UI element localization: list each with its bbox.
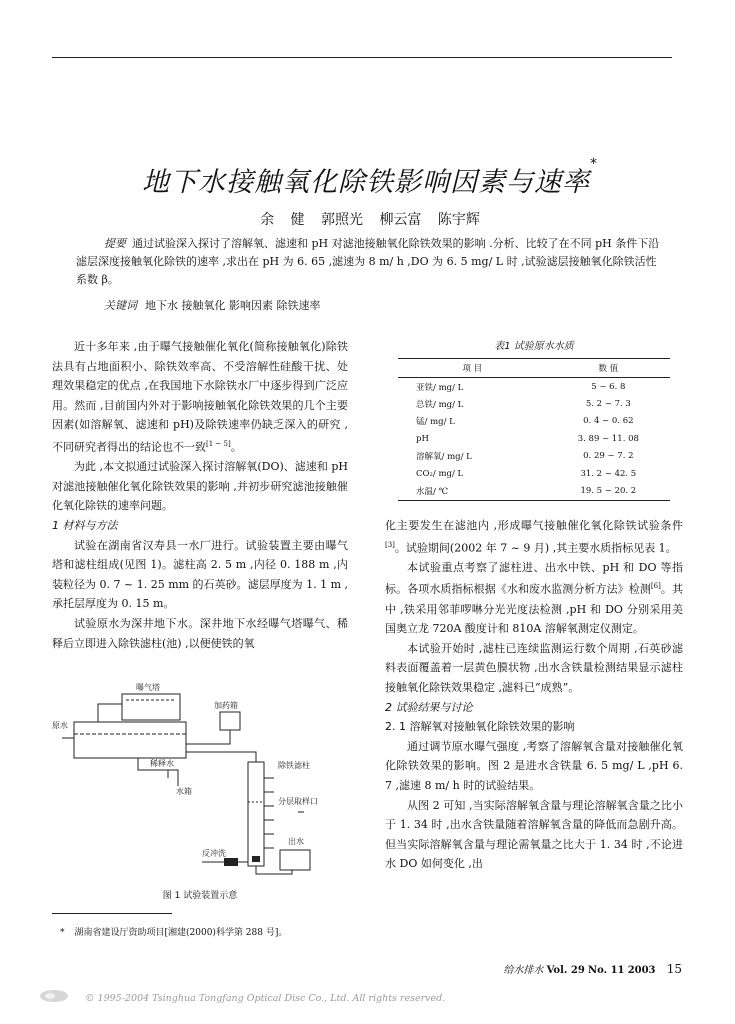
table-cell-item: 溶解氧/ mg/ L bbox=[416, 452, 472, 463]
authors: 余 健 郭照光 柳云富 陈宇辉 bbox=[260, 212, 480, 228]
paragraph-mature-filter: 本试验开始时 ,滤柱已连续监测运行数个周期 ,石英砂滤料表面覆盖着一层黄色膜状物 ,出水含铁量检测结果显示滤柱接触氧化除铁效果稳定 ,滤料已“成熟”。 bbox=[385, 641, 683, 695]
table-header-item: 项 目 bbox=[398, 359, 547, 378]
abstract-label: 提要 bbox=[104, 237, 126, 250]
copyright-notice: © 1995-2004 Tsinghua Tongfang Optical Disc Co., Ltd. All rights reserved. bbox=[85, 993, 446, 1004]
section-heading-2-text: 2 试验结果与讨论 bbox=[385, 700, 473, 714]
paragraph-conditions-end: 。试验期间(2002 年 7 ~ 9 月) ,其主要水质指标见表 1。 bbox=[394, 541, 677, 555]
water-tank-shape bbox=[74, 722, 186, 758]
table-cell-value: 31. 2 ~ 42. 5 bbox=[580, 468, 637, 479]
table-cell-item: CO₂/ mg/ L bbox=[416, 468, 464, 479]
section-heading-2-1: 2. 1 溶解氧对接触氧化除铁效果的影响 bbox=[385, 720, 575, 734]
figure-1-apparatus bbox=[52, 682, 352, 882]
label-sampling-port: 分层取样口 bbox=[278, 797, 318, 806]
backwash-pump bbox=[224, 858, 238, 866]
label-water-tank: 水箱 bbox=[176, 787, 192, 796]
publisher-logo-icon bbox=[38, 988, 70, 1004]
valve-mark bbox=[252, 856, 260, 862]
table-header-value: 数 值 bbox=[547, 359, 670, 378]
paragraph-conditions-text: 化主要发生在滤池内 ,形成曝气接触催化氧化除铁试验条件 bbox=[385, 519, 683, 532]
label-iron-column: 除铁滤柱 bbox=[278, 761, 310, 770]
table-1 bbox=[398, 358, 670, 501]
table-cell-item: 锰/ mg/ L bbox=[416, 417, 455, 428]
journal-volume: Vol. 29 bbox=[546, 965, 585, 976]
table-row bbox=[398, 413, 670, 430]
outlet-tank-shape bbox=[280, 850, 310, 870]
label-dilution-water: 稀释水 bbox=[150, 759, 174, 768]
left-column bbox=[52, 337, 348, 653]
table-row bbox=[398, 430, 670, 447]
journal-name: 给水排水 bbox=[503, 965, 544, 976]
paragraph-do-effect: 通过调节原水曝气强度 ,考察了溶解氧含量对接触催化氧化除铁效果的影响。图 2 是进水含铁量 6. 5 mg/ L ,pH 6. 7 ,滤速 8 m/ h 时的试验结果。 bbox=[385, 739, 683, 793]
table-cell-item: pH bbox=[416, 433, 429, 444]
paragraph-indicators-end: 。其中 ,铁采用邻菲啰啉分光光度法检测 ,pH 和 DO 分别采用美国奥立龙 720A 酸度计和 810A 溶解氧测定仪测定。 bbox=[385, 583, 684, 636]
journal-footer bbox=[470, 961, 682, 976]
iron-column-shape bbox=[248, 762, 264, 866]
table-row bbox=[398, 395, 670, 412]
dosing-box-shape bbox=[220, 712, 240, 730]
title-text: 地下水接触氧化除铁影响因素与速率 bbox=[142, 167, 590, 198]
paragraph-intro-end: 。 bbox=[230, 440, 242, 454]
footnote-mark: * bbox=[60, 928, 65, 938]
paragraph-intro bbox=[52, 337, 348, 457]
table-row bbox=[398, 448, 670, 465]
table-cell-value: 5 ~ 6. 8 bbox=[591, 381, 626, 392]
abstract-text: 通过试验深入探讨了溶解氧、滤速和 pH 对滤池接触氧化除铁效果的影响 .分析、比较了在不同 pH 条件下沿滤层深度接触氧化除铁的速率 ,求出在 pH 为 6. 65 ,滤速为 8 m/ h ,DO 为 6. 5 mg/ L 时 ,试验滤层接触氧化除铁活性系数 β。 bbox=[76, 237, 660, 286]
paragraph-conditions bbox=[385, 516, 683, 558]
table-cell-value: 3. 89 ~ 11. 08 bbox=[577, 433, 639, 444]
citation-1-5: [1 ~ 5] bbox=[206, 439, 231, 448]
figure-1-caption: 图 1 试验装置示意 bbox=[162, 891, 238, 901]
table-cell-value: 0. 29 ~ 7. 2 bbox=[583, 451, 634, 462]
table-cell-item: 亚铁/ mg/ L bbox=[416, 382, 464, 393]
paragraph-indicators bbox=[385, 558, 683, 639]
paper-title bbox=[60, 156, 680, 199]
section-heading-1-text: 1 材料与方法 bbox=[52, 519, 118, 532]
table-cell-item: 水温/ ℃ bbox=[398, 482, 547, 500]
page-number: 15 bbox=[666, 962, 682, 976]
keywords-label: 关键词 bbox=[104, 299, 137, 312]
table-header-row bbox=[398, 359, 670, 378]
header-rule bbox=[52, 57, 672, 58]
section-heading-2 bbox=[385, 698, 683, 718]
table-cell-value: 5. 2 ~ 7. 3 bbox=[585, 399, 631, 410]
citation-6: [6] bbox=[650, 582, 661, 591]
citation-3: [3] bbox=[385, 540, 395, 549]
table-1-caption: 表1 试验原水水质 bbox=[494, 341, 574, 352]
keywords bbox=[104, 297, 664, 313]
aeration-tower-shape bbox=[122, 694, 180, 720]
paragraph-purpose: 为此 ,本文拟通过试验深入探讨溶解氧(DO)、滤速和 pH 对滤池接触催化氧化除铁效果的影响 ,并初步研究滤池接触催化氧化除铁的速率问题。 bbox=[52, 460, 348, 513]
section-heading-1 bbox=[52, 516, 348, 536]
table-row bbox=[398, 482, 670, 500]
abstract bbox=[76, 235, 662, 289]
table-cell-item: 总铁/ mg/ L bbox=[416, 400, 464, 411]
paragraph-raw-water: 试验原水为深井地下水。深井地下水经曝气塔曝气、稀释后立即进入除铁滤柱(池) ,以便使铁的氧 bbox=[52, 616, 348, 650]
title-footnote-mark: * bbox=[590, 156, 598, 172]
label-outlet: 出水 bbox=[288, 837, 304, 846]
right-column bbox=[385, 516, 683, 874]
label-raw-water: 原水 bbox=[52, 721, 68, 730]
label-backwash: 反冲洗 bbox=[202, 849, 226, 858]
paragraph-intro-text: 近十多年来 ,由于曝气接触催化氧化(简称接触氧化)除铁法具有占地面积小、除铁效率高、不受溶解性硅酸干扰、处理效果稳定的优点 ,在我国地下水除铁水厂中逐步得到广泛应用。然而 ,目前国内外对于影响接触氧化除铁效果的几个主要因素(如溶解氧、滤速和 pH)及除铁速率仍缺乏深入的研究 ,不同研究者得出的结论也不一致 bbox=[52, 340, 348, 454]
paragraph-fig2-result: 从图 2 可知 ,当实际溶解氧含量与理论溶解氧含量之比小于 1. 34 时 ,出水含铁量随着溶解氧含量的降低而急剧升高。但当实际溶解氧含量与理论需氧量之比大于 1. 34 时 ,不论进水 DO 如何变化 ,出 bbox=[385, 798, 683, 871]
footnote-text: 湖南省建设厅资助项目[湘建(2000)科学第 288 号]。 bbox=[74, 928, 288, 938]
table-cell-value: 0. 4 ~ 0. 62 bbox=[583, 416, 634, 427]
journal-year: 2003 bbox=[627, 965, 656, 976]
paragraph-indicators-text: 本试验重点考察了滤柱进、出水中铁、pH 和 DO 等指标。各项水质指标根据《水和废水监测分析方法》检测 bbox=[385, 560, 683, 597]
footnote bbox=[52, 925, 348, 938]
table-cell-value: 19. 5 ~ 20. 2 bbox=[547, 482, 670, 500]
keywords-text: 地下水 接触氧化 影响因素 除铁速率 bbox=[145, 299, 321, 312]
table-row bbox=[398, 465, 670, 482]
footnote-rule bbox=[52, 913, 172, 914]
journal-number: No. 11 bbox=[587, 965, 625, 976]
paragraph-setup: 试验在湖南省汉寿县一水厂进行。试验装置主要由曝气塔和滤柱组成(见图 1)。滤柱高 2. 5 m ,内径 0. 188 m ,内装粒径为 0. 7 ~ 1. 25 mm 的石英砂。滤层厚度为 1. 1 m ,承托层厚度为 0. 15 m。 bbox=[52, 538, 348, 611]
label-aeration-tower: 曝气塔 bbox=[136, 683, 160, 692]
table-row bbox=[398, 378, 670, 396]
label-dosing-box: 加药箱 bbox=[214, 701, 238, 710]
